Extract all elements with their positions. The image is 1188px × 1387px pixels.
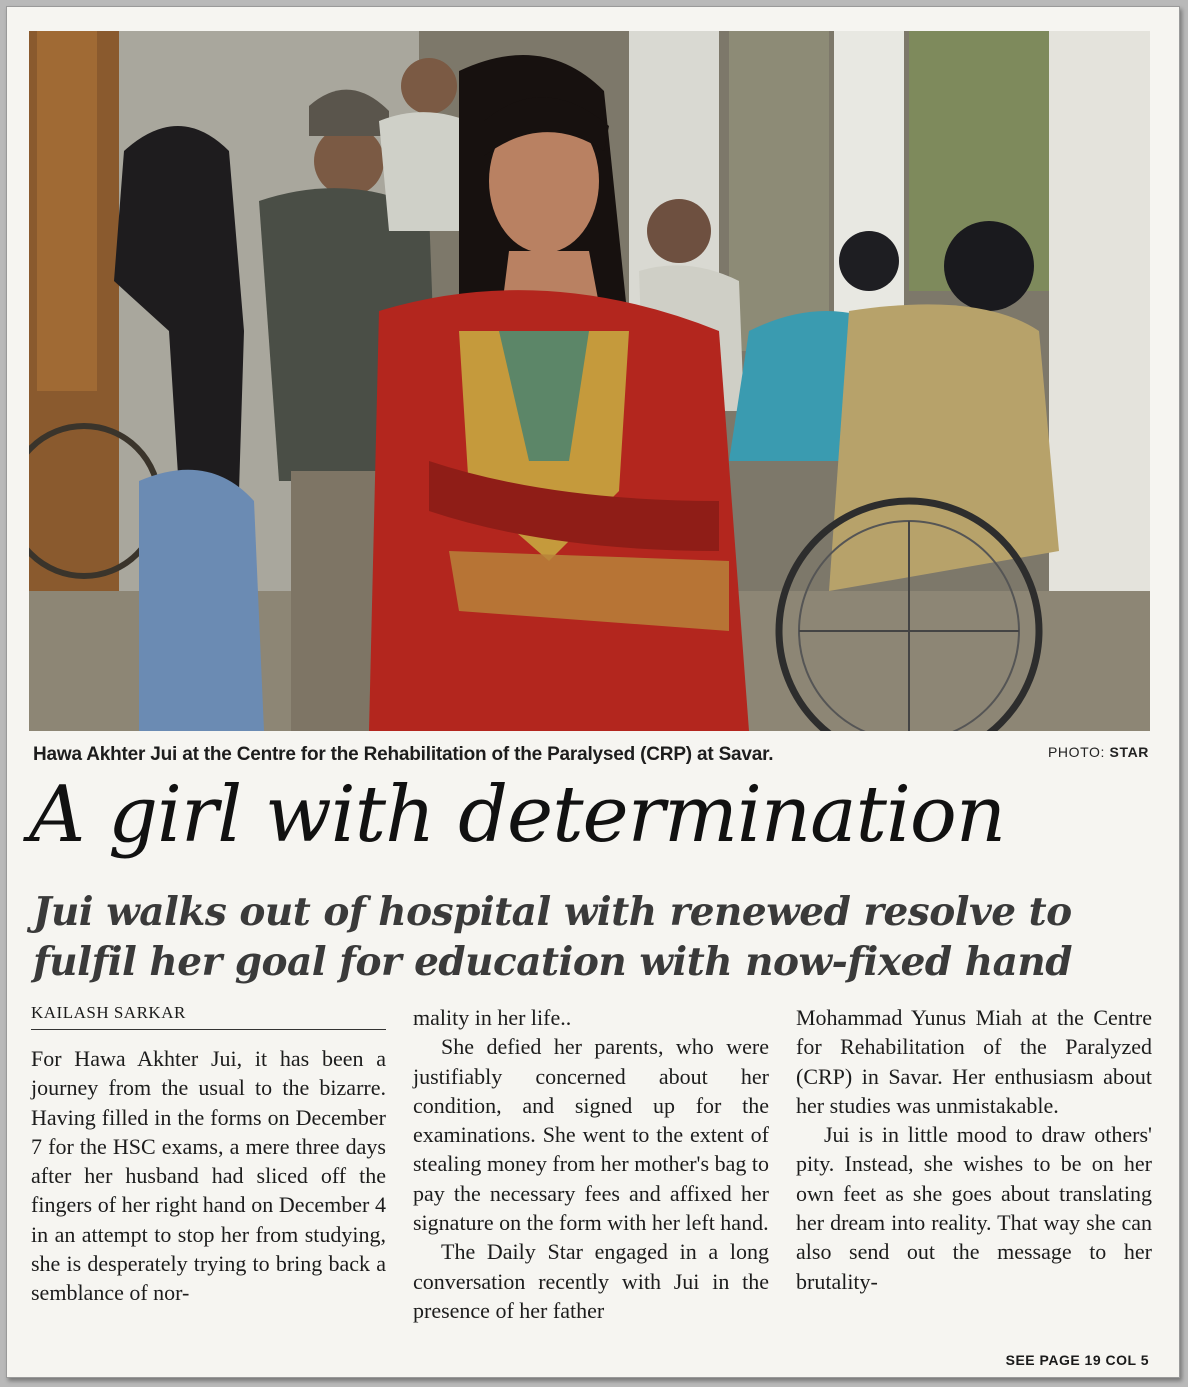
article-column-2: [413, 1003, 769, 1325]
photo-credit-source: STAR: [1109, 744, 1149, 760]
paragraph: She defied her parents, who were justifiably concerned about her condition, and signed up for the examinations. She went to the extent of stealing money from her mother's bag to pay the necessary fees and affixed her signature on the form with her left hand.: [413, 1034, 769, 1236]
article-photo: [29, 31, 1150, 731]
photo-credit-prefix: PHOTO:: [1047, 744, 1106, 760]
headline: A girl with determination: [29, 770, 1006, 860]
byline: KAILASH SARKAR: [31, 1003, 386, 1030]
paragraph: For Hawa Akhter Jui, it has been a journey from the usual to the bizarre. Having filled in the forms on December 7 for the HSC exams, a mere three days after her husband had sliced off the fingers of her right hand on December 4 in an attempt to stop her from studying, she is desperately trying to bring back a semblance of nor-: [31, 1046, 386, 1306]
paragraph: Jui is in little mood to draw others' pity. Instead, she wishes to be on her own feet as she goes about translating her dream into reality. That way she can also send out the message to her brutality-: [796, 1122, 1152, 1294]
paragraph: Mohammad Yunus Miah at the Centre for Rehabilitation of the Paralyzed (CRP) in Savar. Her enthusiasm about her studies was unmistakable.: [796, 1005, 1152, 1118]
paragraph: The Daily Star engaged in a long conversation recently with Jui in the presence of her father: [413, 1239, 769, 1323]
paragraph: mality in her life..: [413, 1005, 572, 1030]
article-column-3: [796, 1003, 1152, 1296]
newspaper-page: [6, 6, 1180, 1378]
continued-reference[interactable]: SEE PAGE 19 COL 5: [1005, 1352, 1149, 1368]
article-column-1: [31, 1044, 386, 1308]
photo-credit: [1048, 744, 1149, 760]
subheadline: Jui walks out of hospital with renewed resolve to fulfil her goal for education with now-fixed hand: [33, 889, 1073, 985]
photo-caption: Hawa Akhter Jui at the Centre for the Rehabilitation of the Paralysed (CRP) at Savar.: [33, 744, 774, 765]
